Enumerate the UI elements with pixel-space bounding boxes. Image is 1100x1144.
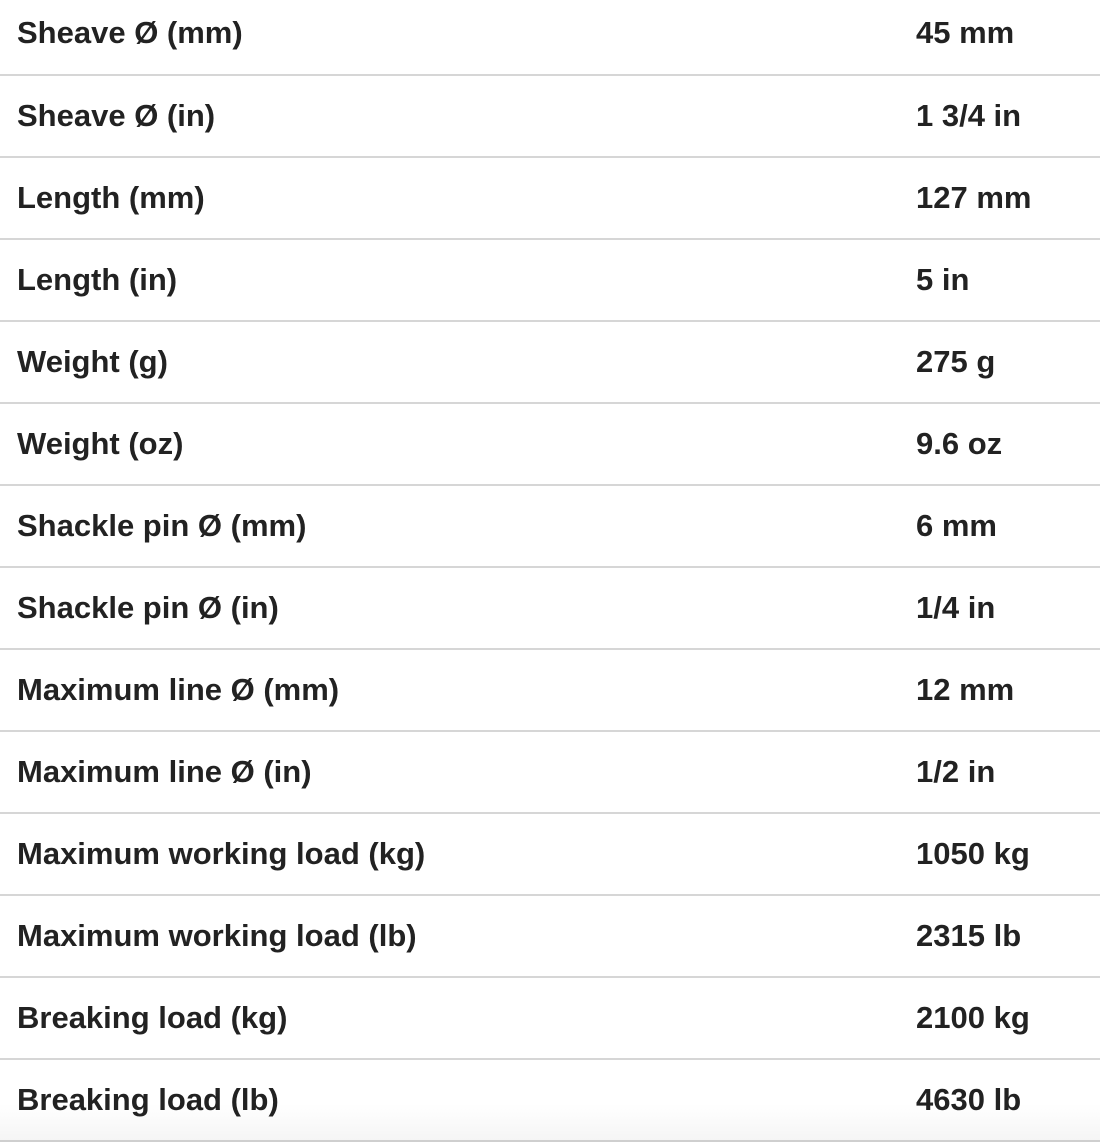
spec-row-max-working-load-lb (0, 895, 1100, 977)
spec-value: 9.6 oz (916, 403, 1100, 485)
spec-value: 1050 kg (916, 813, 1100, 895)
spec-value: 4630 lb (916, 1059, 1100, 1141)
spec-label: Maximum working load (lb) (0, 895, 916, 977)
spec-label: Shackle pin Ø (mm) (0, 485, 916, 567)
spec-label: Breaking load (lb) (0, 1059, 916, 1141)
spec-label: Sheave Ø (mm) (0, 0, 916, 75)
spec-value: 2315 lb (916, 895, 1100, 977)
spec-row-length-mm (0, 157, 1100, 239)
spec-row-sheave-diameter-mm (0, 0, 1100, 75)
spec-row-breaking-load-lb (0, 1059, 1100, 1141)
spec-label: Maximum line Ø (in) (0, 731, 916, 813)
spec-value: 1/4 in (916, 567, 1100, 649)
spec-row-length-in (0, 239, 1100, 321)
spec-value: 5 in (916, 239, 1100, 321)
spec-row-weight-g (0, 321, 1100, 403)
spec-value: 1/2 in (916, 731, 1100, 813)
spec-row-breaking-load-kg (0, 977, 1100, 1059)
spec-row-shackle-pin-diameter-in (0, 567, 1100, 649)
spec-label: Maximum line Ø (mm) (0, 649, 916, 731)
spec-label: Length (mm) (0, 157, 916, 239)
spec-row-weight-oz (0, 403, 1100, 485)
spec-value: 45 mm (916, 0, 1100, 75)
spec-label: Breaking load (kg) (0, 977, 916, 1059)
spec-label: Sheave Ø (in) (0, 75, 916, 157)
spec-value: 127 mm (916, 157, 1100, 239)
spec-value: 12 mm (916, 649, 1100, 731)
spec-value: 275 g (916, 321, 1100, 403)
spec-row-max-line-diameter-mm (0, 649, 1100, 731)
spec-label: Weight (oz) (0, 403, 916, 485)
spec-value: 1 3/4 in (916, 75, 1100, 157)
spec-row-shackle-pin-diameter-mm (0, 485, 1100, 567)
spec-label: Shackle pin Ø (in) (0, 567, 916, 649)
spec-value: 6 mm (916, 485, 1100, 567)
spec-row-sheave-diameter-in (0, 75, 1100, 157)
spec-label: Length (in) (0, 239, 916, 321)
spec-label: Weight (g) (0, 321, 916, 403)
spec-value: 2100 kg (916, 977, 1100, 1059)
spec-row-max-line-diameter-in (0, 731, 1100, 813)
spec-row-max-working-load-kg (0, 813, 1100, 895)
spec-label: Maximum working load (kg) (0, 813, 916, 895)
